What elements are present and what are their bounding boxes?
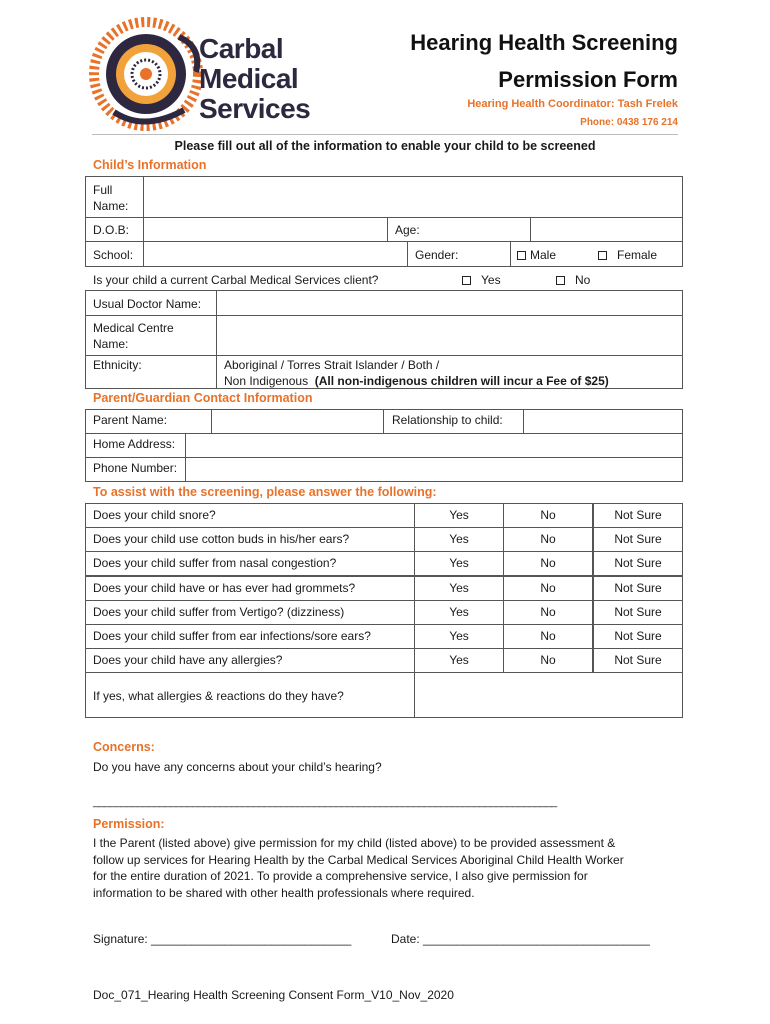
answer-option-label: Yes: [449, 508, 469, 522]
answer-option-label: Yes: [449, 532, 469, 546]
fee-note: (All non-indigenous children will incur a Fee of $25): [314, 374, 609, 388]
document-footer: Doc_071_Hearing Health Screening Consent Form_V10_Nov_2020: [93, 988, 454, 1002]
concerns-question: Do you have any concerns about your child’s hearing?: [93, 760, 382, 774]
full-name-label-1: Full: [93, 183, 113, 197]
client-no-option[interactable]: [556, 272, 590, 288]
phone-number-label: Phone Number:: [93, 461, 178, 475]
doctor-label: Usual Doctor Name:: [93, 297, 202, 311]
relationship-label: Relationship to child:: [392, 413, 503, 427]
permission-text: [93, 835, 693, 901]
permission-line-1: I the Parent (listed above) give permission for my child (listed above) to be provided assessment &: [93, 836, 616, 850]
answer-option-label: Yes: [449, 629, 469, 643]
age-field[interactable]: [530, 217, 683, 242]
allergies-question: If yes, what allergies & reactions do they have?: [93, 689, 344, 703]
logo-line-3: Services: [199, 93, 311, 124]
client-yes-option[interactable]: [462, 272, 501, 288]
answer-option-label: Not Sure: [614, 508, 662, 522]
centre-label-2: Name:: [93, 337, 129, 351]
allergies-field[interactable]: [414, 672, 683, 718]
relationship-field[interactable]: [523, 409, 683, 434]
phone-field[interactable]: [185, 457, 683, 482]
parent-info-heading: Parent/Guardian Contact Information: [93, 391, 313, 405]
logo-line-1: Carbal: [199, 33, 284, 64]
screening-heading: To assist with the screening, please answer the following:: [93, 485, 437, 499]
address-field[interactable]: [185, 433, 683, 458]
dob-field[interactable]: [143, 217, 388, 242]
coordinator-label: Hearing Health Coordinator: Tash Frelek: [467, 98, 678, 110]
signature-field[interactable]: Signature: ______________________________: [93, 932, 352, 946]
concerns-answer-line[interactable]: ____________________________________________________________________________________: [93, 796, 557, 808]
answer-option-label: Not Sure: [614, 556, 662, 570]
question-text: Does your child suffer from Vertigo? (dizziness): [93, 605, 345, 619]
client-yes-label: Yes: [481, 273, 501, 287]
school-field[interactable]: [143, 241, 408, 267]
gender-female-option[interactable]: [598, 247, 657, 263]
doctor-field[interactable]: [216, 290, 683, 316]
answer-option-label: Yes: [449, 581, 469, 595]
permission-line-3: for the entire duration of 2021. To provide a comprehensive service, I also give permission for: [93, 869, 588, 883]
ethnicity-options-1: Aboriginal / Torres Strait Islander / Both /: [224, 358, 440, 372]
client-question: Is your child a current Carbal Medical Services client?: [93, 273, 379, 287]
answer-option-label: No: [540, 532, 556, 546]
permission-line-4: information to be shared with other health professionals where required.: [93, 885, 475, 900]
answer-option-label: Not Sure: [614, 605, 662, 619]
question-text: Does your child snore?: [93, 508, 216, 522]
answer-option-label: No: [540, 508, 556, 522]
gender-male-option[interactable]: [517, 247, 556, 263]
answer-option-label: Not Sure: [614, 653, 662, 667]
female-checkbox-icon[interactable]: [598, 251, 607, 260]
phone-label: Phone: 0438 176 214: [580, 117, 678, 128]
concerns-heading: Concerns:: [93, 740, 155, 754]
question-text: Does your child use cotton buds in his/her ears?: [93, 532, 350, 546]
address-label: Home Address:: [93, 437, 176, 451]
ethnicity-label: Ethnicity:: [93, 358, 142, 372]
answer-option-label: No: [540, 581, 556, 595]
logo-emblem-icon: [84, 12, 209, 137]
ethnicity-options-2: [224, 373, 609, 389]
gender-label: Gender:: [415, 248, 459, 262]
answer-option-label: Yes: [449, 556, 469, 570]
client-yes-checkbox-icon[interactable]: [462, 276, 471, 285]
carbal-logo: [84, 12, 324, 137]
child-info-heading: Child’s Information: [93, 158, 207, 172]
female-label: Female: [617, 248, 658, 262]
centre-field[interactable]: [216, 315, 683, 356]
question-text: Does your child have any allergies?: [93, 653, 283, 667]
client-no-checkbox-icon[interactable]: [556, 276, 565, 285]
answer-option-label: No: [540, 605, 556, 619]
answer-option-label: No: [540, 629, 556, 643]
age-label: Age:: [395, 223, 420, 237]
answer-option-label: Yes: [449, 653, 469, 667]
male-checkbox-icon[interactable]: [517, 251, 526, 260]
permission-heading: Permission:: [93, 817, 165, 831]
client-no-label: No: [575, 273, 591, 287]
male-label: Male: [530, 248, 557, 262]
answer-option-label: Not Sure: [614, 581, 662, 595]
parent-name-label: Parent Name:: [93, 413, 168, 427]
logo-wordmark: [199, 34, 310, 124]
school-label: School:: [93, 248, 134, 262]
question-text: Does your child have or has ever had grommets?: [93, 581, 356, 595]
form-title-line-1: Hearing Health Screening: [410, 30, 678, 55]
answer-option-label: Not Sure: [614, 532, 662, 546]
form-title-line-2: Permission Form: [498, 67, 678, 92]
header-divider: [92, 134, 678, 135]
answer-option-label: Not Sure: [614, 629, 662, 643]
centre-label-1: Medical Centre: [93, 321, 174, 335]
dob-label: D.O.B:: [93, 223, 130, 237]
full-name-field[interactable]: [143, 176, 683, 218]
date-field[interactable]: Date: __________________________________: [391, 932, 650, 946]
question-text: Does your child suffer from ear infections/sore ears?: [93, 629, 371, 643]
answer-option-label: No: [540, 556, 556, 570]
instruction-text: Please fill out all of the information to enable your child to be screened: [174, 139, 596, 153]
logo-line-2: Medical: [199, 63, 299, 94]
non-indigenous-label: Non Indigenous: [224, 374, 309, 388]
question-text: Does your child suffer from nasal congestion?: [93, 556, 337, 570]
answer-option-label: No: [540, 653, 556, 667]
permission-line-2: follow up services for Hearing Health by the Carbal Medical Services Aboriginal Child Health Worker: [93, 852, 624, 867]
answer-option-label: Yes: [449, 605, 469, 619]
full-name-label-2: Name:: [93, 199, 129, 213]
parent-name-field[interactable]: [211, 409, 384, 434]
